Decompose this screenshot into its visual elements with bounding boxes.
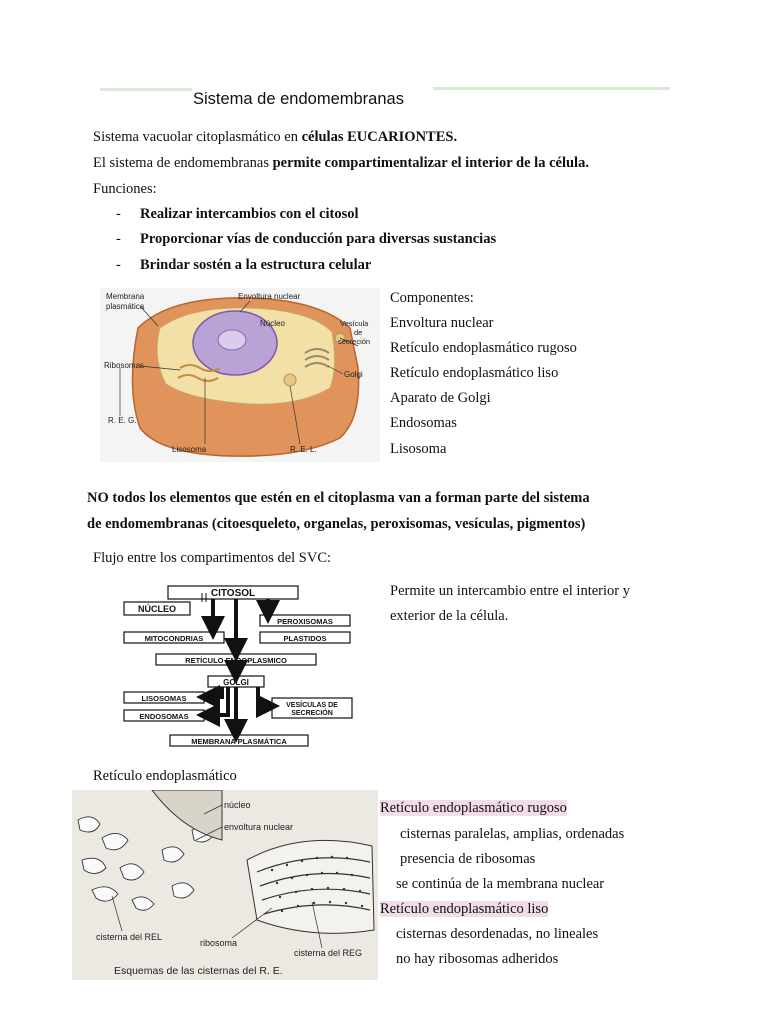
funcion-text-1: Realizar intercambios con el citosol	[140, 206, 359, 222]
componente-item-5: Endosomas	[390, 415, 457, 431]
intro-line-1-bold: células EUCARIONTES.	[301, 129, 458, 145]
funciones-label: Funciones:	[93, 181, 157, 197]
label-reg: R. E. G.	[108, 416, 137, 425]
intro-line-2-text: El sistema de endomembranas	[93, 155, 273, 171]
componente-item-6: Lisosoma	[390, 441, 447, 457]
label-citosol: CITOSOL	[210, 588, 256, 599]
label-endosomas: ENDOSOMAS	[139, 712, 189, 721]
label-vesicula-3: secreción	[338, 337, 371, 346]
funcion-item-2	[116, 230, 497, 248]
liso-item-1: cisternas desordenadas, no lineales	[396, 926, 599, 942]
cell-diagram	[100, 288, 380, 462]
label-cisterna-reg: cisterna del REG	[294, 948, 363, 958]
note-line-2: de endomembranas (citoesqueleto, organelas, peroxisomas, vesículas, pigmentos)	[87, 516, 586, 532]
label-rel: R. E. L.	[290, 445, 317, 454]
label-reticulo: RETÍCULO ENDOPLASMICO	[185, 656, 287, 665]
funcion-item-3	[116, 256, 372, 274]
flow-diagram	[118, 582, 363, 750]
liso-title: Retículo endoplasmático liso	[380, 901, 549, 917]
label-vesicula-1: Vesícula	[340, 319, 369, 328]
funcion-text-3: Brindar sostén a la estructura celular	[140, 257, 372, 273]
flujo-description-1: Permite un intercambio entre el interior y	[390, 583, 630, 599]
note-line-1: NO todos los elementos que estén en el citoplasma van a forman parte del sistema	[87, 490, 590, 506]
componente-item-2: Retículo endoplasmático rugoso	[390, 340, 577, 356]
intro-line-1-text: Sistema vacuolar citoplasmático en	[93, 129, 302, 145]
bullet-dash: -	[116, 206, 121, 222]
reg-sketch	[247, 840, 374, 933]
label-envoltura: Envoltura nuclear	[238, 292, 301, 301]
label-lisosoma: Lisosoma	[172, 445, 207, 454]
componentes-label: Componentes:	[390, 290, 474, 306]
label-plastidos: PLASTIDOS	[283, 634, 327, 643]
liso-item-2: no hay ribosomas adheridos	[396, 951, 559, 967]
funcion-text-2: Proporcionar vías de conducción para diversas sustancias	[140, 231, 497, 247]
rugoso-item-2: presencia de ribosomas	[400, 851, 536, 867]
re-diagram	[72, 790, 378, 980]
re-diagram-caption: Esquemas de las cisternas del R. E.	[114, 965, 283, 977]
bullet-dash: -	[116, 231, 121, 247]
re-heading: Retículo endoplasmático	[93, 768, 237, 784]
label-lisosomas: LISOSOMAS	[141, 694, 187, 703]
title-rule-right	[433, 87, 670, 90]
funcion-item-1	[116, 205, 359, 223]
label-ribosoma: ribosoma	[200, 938, 238, 948]
label-vesiculas-2: SECRECIÓN	[291, 710, 333, 717]
label-nucleo: Núcleo	[260, 319, 285, 328]
componente-item-4: Aparato de Golgi	[390, 390, 491, 406]
liso-title-wrap	[380, 900, 548, 918]
lysosome-shape	[284, 374, 296, 386]
label-membrana-1: Membrana	[106, 292, 145, 301]
bullet-dash: -	[116, 257, 121, 273]
label-golgi-flow: GOLGI	[223, 678, 249, 687]
label-membrana-2: plasmática	[106, 302, 145, 311]
title-rule-left	[100, 88, 192, 91]
flujo-description-2: exterior de la célula.	[390, 608, 509, 624]
rugoso-title: Retículo endoplasmático rugoso	[380, 800, 567, 816]
intro-line-1	[93, 128, 457, 146]
rugoso-item-3: se continúa de la membrana nuclear	[396, 876, 605, 892]
label-vesiculas-1: VESÍCULAS DE	[286, 702, 338, 709]
componente-item-3: Retículo endoplasmático liso	[390, 365, 559, 381]
label-membrana-flow: MEMBRANA PLASMÁTICA	[191, 737, 287, 746]
nucleolus-shape	[218, 330, 246, 350]
rugoso-title-wrap	[380, 799, 567, 817]
label-mitocondrias: MITOCONDRIAS	[144, 634, 204, 643]
label-re-nucleo: núcleo	[224, 800, 251, 810]
label-nucleo-flow: NÚCLEO	[138, 604, 176, 614]
label-golgi: Golgi	[344, 370, 363, 379]
intro-line-2	[93, 154, 589, 172]
intro-line-2-bold: permite compartimentalizar el interior de la célula.	[272, 155, 589, 171]
label-re-envoltura: envoltura nuclear	[224, 822, 294, 832]
label-cisterna-rel: cisterna del REL	[96, 932, 163, 942]
rugoso-item-1: cisternas paralelas, amplias, ordenadas	[400, 826, 625, 842]
flujo-heading: Flujo entre los compartimentos del SVC:	[93, 550, 332, 566]
label-vesicula-2: de	[354, 328, 363, 337]
label-ribosomas: Ribosomas	[104, 361, 145, 370]
componente-item-1: Envoltura nuclear	[390, 315, 494, 331]
label-peroxisomas: PEROXISOMAS	[277, 617, 333, 626]
page-title: Sistema de endomembranas	[193, 90, 404, 108]
